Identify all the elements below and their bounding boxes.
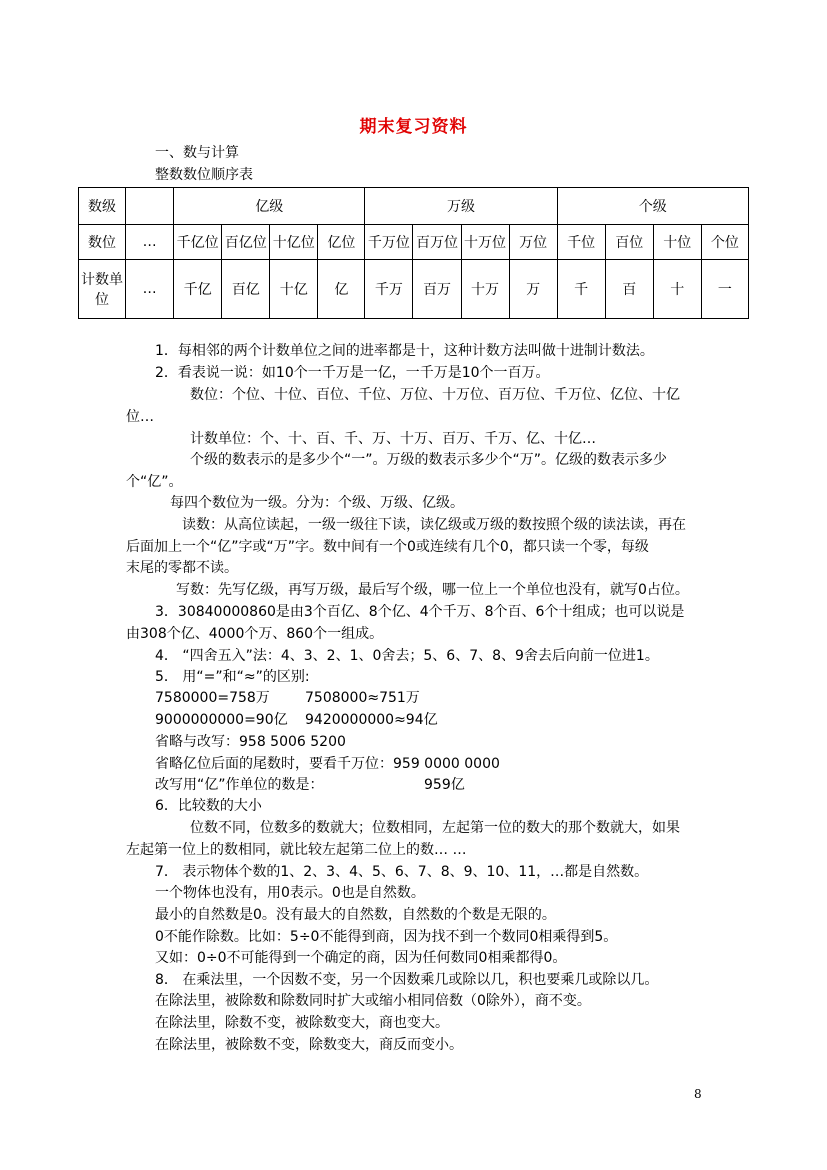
text-line: 数位：个位、十位、百位、千位、万位、十万位、百万位、千万位、亿位、十亿 — [190, 387, 680, 403]
table-cell-ge-level: 个级 — [557, 188, 748, 225]
text-line: 最小的自然数是0。没有最大的自然数，自然数的个数是无限的。 — [155, 907, 556, 923]
table-cell: 十位 — [653, 225, 701, 260]
table-cell: 十亿位 — [270, 225, 318, 260]
text-line: 959亿 — [424, 777, 465, 793]
text-line: 5． 用“=”和“≈”的区别: — [155, 669, 310, 685]
text-line: 7580000=758万 — [155, 690, 270, 706]
text-line: 写数：先写亿级，再写万级，最后写个级，哪一位上一个单位也没有，就写0占位。 — [176, 582, 689, 598]
table-cell: … — [126, 225, 174, 260]
text-line: 0不能作除数。比如：5÷0不能得到商，因为找不到一个数同0相乘得到5。 — [155, 929, 618, 945]
table-cell: 千位 — [557, 225, 605, 260]
text-line: 3．30840000860是由3个百亿、8个亿、4个千万、8个百、6个十组成；也可以说是 — [155, 604, 685, 620]
table-cell-wan-level: 万级 — [365, 188, 557, 225]
table-cell-yi-level: 亿级 — [174, 188, 365, 225]
table-cell: 亿位 — [318, 225, 365, 260]
table-row-units — [79, 260, 749, 319]
text-line: 个级的数表示的是多少个“一”。万级的数表示多少个“万”。亿级的数表示多少 — [190, 452, 668, 468]
text-line: 每四个数位为一级。分为：个级、万级、亿级。 — [170, 495, 464, 511]
table-cell: 百亿 — [222, 260, 270, 319]
table-cell: 百万 — [413, 260, 461, 319]
text-line: 7508000≈751万 — [305, 690, 420, 706]
text-line: 省略亿位后面的尾数时，要看千万位：959 0000 0000 — [155, 756, 500, 772]
table-cell: 数级 — [79, 188, 126, 225]
table-cell: 千亿位 — [174, 225, 222, 260]
text-line: 个“亿”。 — [126, 474, 183, 490]
table-cell: 数位 — [79, 225, 126, 260]
table-cell — [126, 188, 174, 225]
section-heading: 一、数与计算 — [155, 145, 239, 161]
text-line: 在除法里，被除数不变，除数变大，商反而变小。 — [155, 1037, 463, 1053]
text-line: 读数：从高位读起，一级一级往下读，读亿级或万级的数按照个级的读法读，再在 — [182, 517, 686, 533]
text-line: 改写用“亿”作单位的数是： — [155, 777, 324, 793]
table-cell: 十万 — [461, 260, 509, 319]
table-row-places — [79, 225, 749, 260]
table-cell: 个位 — [701, 225, 748, 260]
table-cell: 万 — [509, 260, 557, 319]
text-line: 后面加上一个“亿”字或“万”字。数中间有一个0或连续有几个0，都只读一个零，每级 — [126, 539, 649, 555]
table-cell: 百万位 — [413, 225, 461, 260]
text-line: 7． 表示物体个数的1、2、3、4、5、6、7、8、9、10、11，…都是自然数。 — [155, 864, 649, 880]
text-line: 8． 在乘法里，一个因数不变，另一个因数乘几或除以几，积也要乘几或除以几。 — [155, 972, 659, 988]
table-cell: 万位 — [509, 225, 557, 260]
place-value-table — [78, 187, 749, 319]
table-cell: 千 — [557, 260, 605, 319]
text-line: 4． “四舍五入”法：4、3、2、1、0舍去；5、6、7、8、9舍去后向前一位进1。 — [155, 648, 659, 664]
table-row-levels — [79, 188, 749, 225]
text-line: 位… — [126, 409, 154, 425]
text-line: 在除法里，被除数和除数同时扩大或缩小相同倍数（0除外），商不变。 — [155, 993, 591, 1009]
page-title: 期末复习资料 — [359, 117, 468, 137]
text-line: 1．每相邻的两个计数单位之间的进率都是十，这种计数方法叫做十进制计数法。 — [155, 343, 654, 359]
text-line: 6．比较数的大小 — [155, 798, 262, 814]
text-line: 一个物体也没有，用0表示。0也是自然数。 — [155, 885, 425, 901]
text-line: 由308个亿、4000个万、860个一组成。 — [126, 626, 384, 642]
table-cell: 一 — [701, 260, 748, 319]
table-cell: 千万 — [365, 260, 413, 319]
table-cell: … — [126, 260, 174, 319]
table-cell: 千万位 — [365, 225, 413, 260]
text-line: 在除法里，除数不变，被除数变大，商也变大。 — [155, 1015, 449, 1031]
table-cell: 百 — [605, 260, 653, 319]
text-line: 9420000000≈94亿 — [305, 712, 438, 728]
table-cell: 亿 — [318, 260, 365, 319]
table-cell: 百位 — [605, 225, 653, 260]
table-cell: 计数单位 — [79, 260, 126, 319]
table-cell: 十 — [653, 260, 701, 319]
table-caption: 整数数位顺序表 — [155, 167, 253, 183]
text-line: 又如：0÷0不可能得到一个确定的商，因为任何数同0相乘都得0。 — [155, 950, 567, 966]
text-line: 计数单位：个、十、百、千、万、十万、百万、千万、亿、十亿… — [190, 431, 596, 447]
text-line: 省略与改写：958 5006 5200 — [155, 734, 346, 750]
page-number: 8 — [694, 1087, 702, 1101]
text-line: 左起第一位上的数相同，就比较左起第二位上的数… … — [126, 842, 467, 858]
text-line: 9000000000=90亿 — [155, 712, 288, 728]
table-cell: 千亿 — [174, 260, 222, 319]
table-cell: 百亿位 — [222, 225, 270, 260]
text-line: 2．看表说一说：如10个一千万是一亿，一千万是10个一百万。 — [155, 365, 550, 381]
table-cell: 十万位 — [461, 225, 509, 260]
table-cell: 十亿 — [270, 260, 318, 319]
text-line: 位数不同，位数多的数就大；位数相同，左起第一位的数大的那个数就大，如果 — [190, 820, 680, 836]
text-line: 末尾的零都不读。 — [126, 560, 238, 576]
